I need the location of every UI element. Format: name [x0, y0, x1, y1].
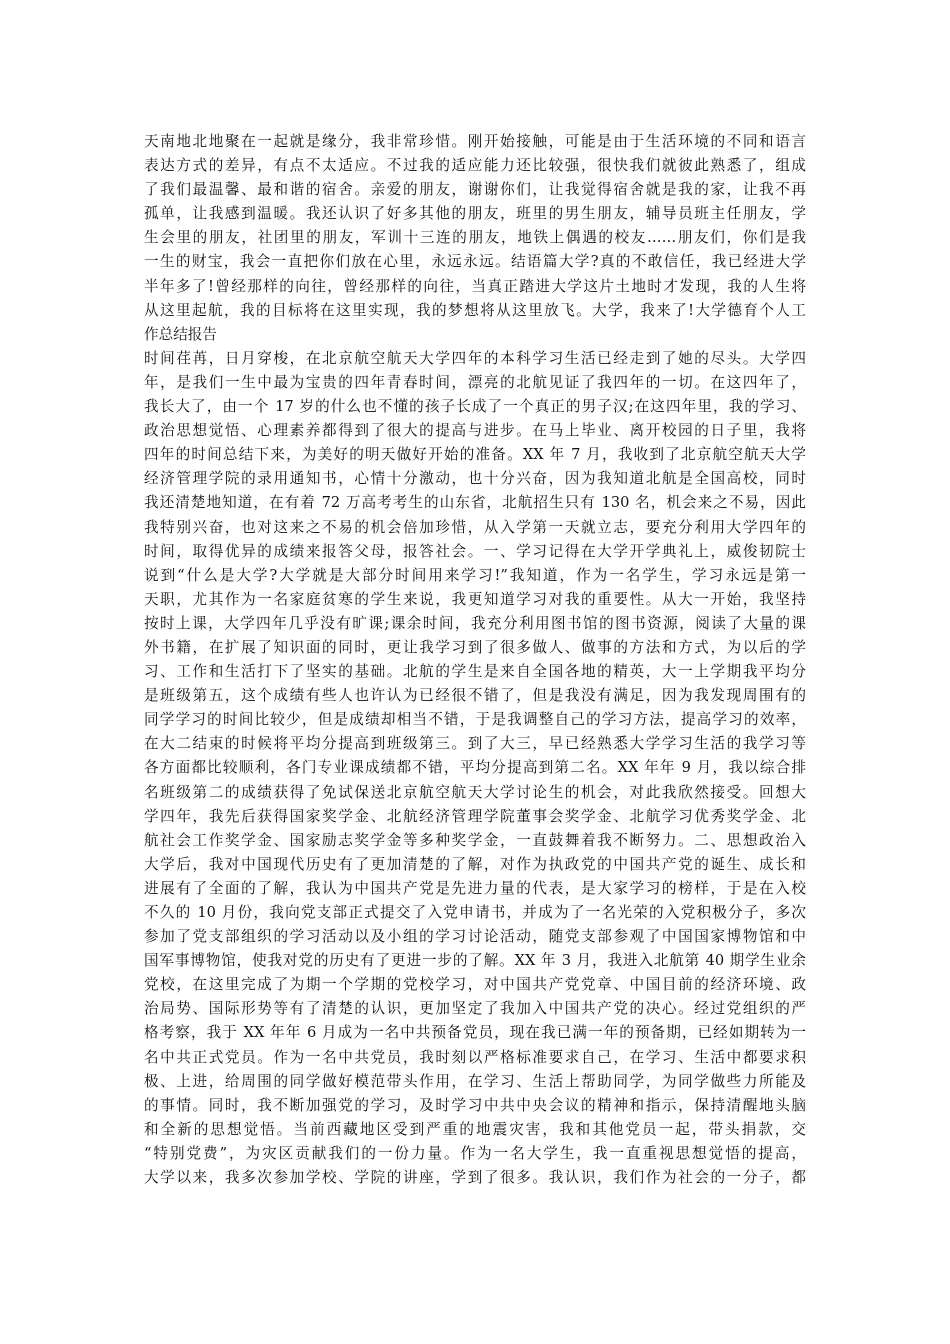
text-line: 按时上课，大学四年几乎没有旷课;课余时间，我充分利用图书馆的图书资源，阅读了大量的课 [144, 614, 806, 632]
text-line: 外书籍，在扩展了知识面的同时，更让我学习到了很多做人、做事的方法和方式，为以后的学 [144, 638, 806, 656]
text-line: 说到“什么是大学?大学就是大部分时间用来学习!”我知道，作为一名学生，学习永远是第一 [144, 566, 806, 584]
text-line: 了我们最温馨、最和谐的宿舍。亲爱的朋友，谢谢你们，让我觉得宿舍就是我的家，让我不再 [144, 181, 806, 199]
text-line: 名中共正式党员。作为一名中共党员，我时刻以严格标准要求自己，在学习、生活中都要求积 [144, 1048, 806, 1066]
text-line: 不久的 10 月份，我向党支部正式提交了入党申请书，并成为了一名光荣的入党积极分子，多次 [144, 904, 806, 921]
text-line: 从这里起航，我的目标将在这里实现，我的梦想将从这里放飞。大学，我来了!大学德育个人工 [144, 301, 806, 319]
text-line: 国军事博物馆，使我对党的历史有了更进一步的了解。XX 年 3 月，我进入北航第 40 期学生业余 [144, 952, 806, 970]
text-line: 党校，在这里完成了为期一个学期的党校学习，对中国共产党党章、中国目前的经济环境、政 [144, 976, 806, 994]
text-line: 大学以来，我多次参加学校、学院的讲座，学到了很多。我认识，我们作为社会的一分子，都 [144, 1169, 806, 1187]
text-line: 半年多了!曾经那样的向往，曾经那样的向往，当真正踏进大学这片土地时才发现，我的人生将 [144, 277, 806, 295]
text-line: 生会里的朋友，社团里的朋友，军训十三连的朋友，地铁上偶遇的校友……朋友们，你们是我 [144, 229, 806, 247]
text-line: 各方面都比较顺利，各门专业课成绩都不错，平均分提高到第二名。XX 年年 9 月，我以综合排 [144, 759, 806, 777]
text-line: 名班级第二的成绩获得了免试保送北京航空航天大学讨论生的机会，对此我欣然接受。回想大 [144, 783, 806, 801]
text-line: 一生的财宝，我会一直把你们放在心里，永远永远。结语篇大学?真的不敢信任，我已经进大学 [144, 253, 806, 271]
text-line: 经济管理学院的录用通知书，心情十分激动，也十分兴奋，因为我知道北航是全国高校，同时 [144, 470, 806, 488]
text-line: 大学后，我对中国现代历史有了更加清楚的了解，对作为执政党的中国共产党的诞生、成长和 [144, 855, 806, 873]
section-title-line: 作总结报告 [144, 325, 217, 343]
text-line: 时间荏苒，日月穿梭，在北京航空航天大学四年的本科学习生活已经走到了她的尽头。大学四 [144, 349, 806, 367]
text-line: 治局势、国际形势等有了清楚的认识，更加坚定了我加入中国共产党的决心。经过党组织的严 [144, 1000, 806, 1018]
text-line: 政治思想觉悟、心理素养都得到了很大的提高与进步。在马上毕业、离开校园的日子里，我将 [144, 422, 806, 440]
text-line: “特别党费”，为灾区贡献我们的一份力量。作为一名大学生，我一直重视思想觉悟的提高， [144, 1144, 806, 1162]
text-line: 我还清楚地知道，在有着 72 万高考考生的山东省，北航招生只有 130 名，机会来之不易，因此 [144, 494, 806, 512]
text-line: 格考察，我于 XX 年年 6 月成为一名中共预备党员，现在我已满一年的预备期，已经如期转为一 [144, 1024, 806, 1042]
text-line: 在大二结束的时候将平均分提高到班级第三。到了大三，早已经熟悉大学学习生活的我学习等 [144, 735, 806, 753]
text-line: 时间，取得优异的成绩来报答父母，报答社会。一、学习记得在大学开学典礼上，威俊韧院士 [144, 542, 806, 560]
text-line: 进展有了全面的了解，我认为中国共产党是先进力量的代表，是大家学习的榜样，于是在入校 [144, 879, 806, 897]
text-line: 的事情。同时，我不断加强党的学习，及时学习中共中央会议的精神和指示，保持清醒地头脑 [144, 1096, 806, 1114]
text-line: 同学学习的时间比较少，但是成绩却相当不错，于是我调整自己的学习方法，提高学习的效率， [144, 711, 806, 729]
text-line: 四年的时间总结下来，为美好的明天做好开始的准备。XX 年 7 月，我收到了北京航空航天大学 [144, 446, 806, 464]
text-line: 我特别兴奋，也对这来之不易的机会倍加珍惜，从入学第一天就立志，要充分利用大学四年的 [144, 518, 806, 536]
text-line: 习、工作和生活打下了坚实的基础。北航的学生是来自全国各地的精英，大一上学期我平均分 [144, 663, 806, 681]
text-line: 学四年，我先后获得国家奖学金、北航经济管理学院董事会奖学金、北航学习优秀奖学金、北 [144, 807, 806, 825]
text-line: 天职，尤其作为一名家庭贫寒的学生来说，我更知道学习对我的重要性。从大一开始，我坚持 [144, 590, 806, 608]
text-line: 航社会工作奖学金、国家励志奖学金等多种奖学金，一直鼓舞着我不断努力。二、思想政治入 [144, 831, 806, 849]
text-line: 我长大了，由一个 17 岁的什么也不懂的孩子长成了一个真正的男子汉;在这四年里，我的学习、 [144, 398, 806, 416]
document-page [144, 130, 806, 1190]
text-line: 孤单，让我感到温暖。我还认识了好多其他的朋友，班里的男生朋友，辅导员班主任朋友，学 [144, 205, 806, 223]
text-line: 年，是我们一生中最为宝贵的四年青春时间，漂亮的北航见证了我四年的一切。在这四年了， [144, 373, 806, 391]
text-line: 是班级第五，这个成绩有些人也许认为已经很不错了，但是我没有满足，因为我发现周围有的 [144, 687, 806, 705]
text-line: 极、上进，给周围的同学做好模范带头作用，在学习、生活上帮助同学，为同学做些力所能及 [144, 1072, 806, 1090]
text-line: 参加了党支部组织的学习活动以及小组的学习讨论活动，随党支部参观了中国国家博物馆和中 [144, 928, 806, 946]
text-line: 天南地北地聚在一起就是缘分，我非常珍惜。刚开始接触，可能是由于生活环境的不同和语言 [144, 133, 806, 150]
text-line: 表达方式的差异，有点不太适应。不过我的适应能力还比较强，很快我们就彼此熟悉了，组成 [144, 157, 806, 175]
text-line: 和全新的思想觉悟。当前西藏地区受到严重的地震灾害，我和其他党员一起，带头捐款，交 [144, 1120, 806, 1138]
